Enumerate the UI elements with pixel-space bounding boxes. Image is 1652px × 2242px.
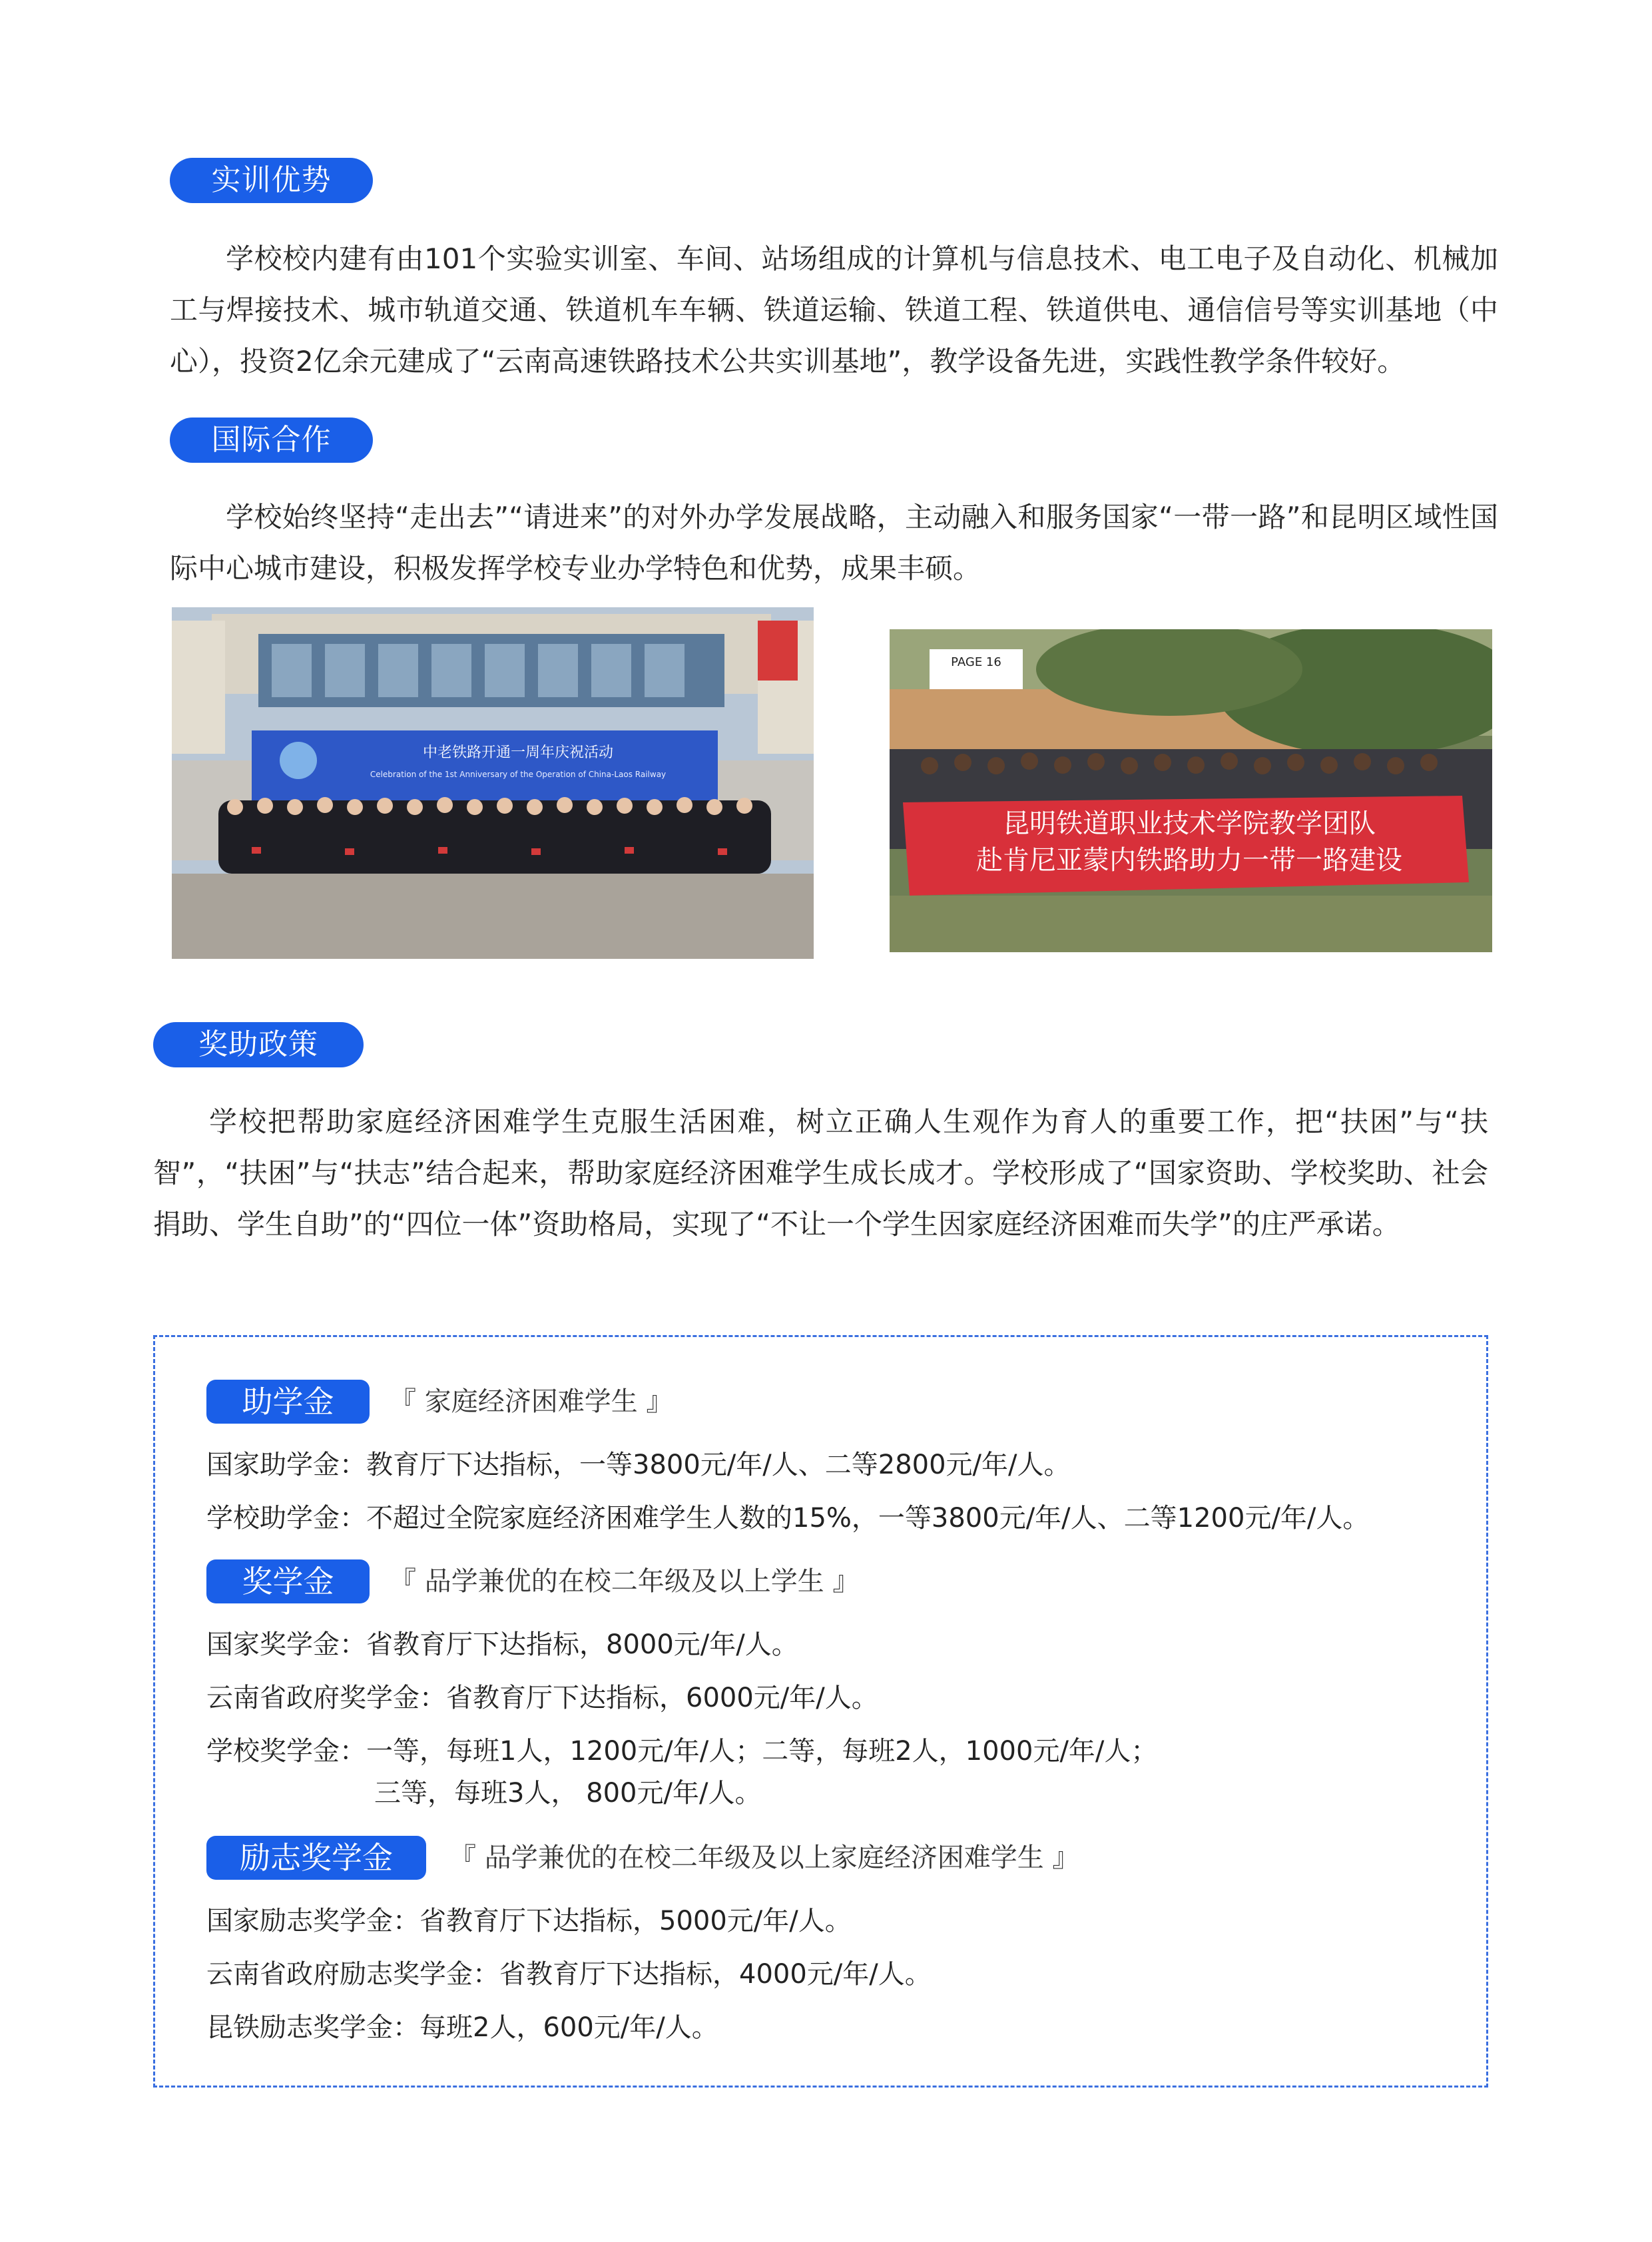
grants-line-1: 国家助学金：教育厅下达指标，一等3800元/年/人、二等2800元/年/人。: [206, 1450, 1071, 1480]
right-photo-banner-line1: 昆明铁道职业技术学院教学团队: [1003, 808, 1376, 839]
grants-line-2: 学校助学金：不超过全院家庭经济困难学生人数的15%，一等3800元/年/人、二等1200元/年/人。: [206, 1503, 1370, 1534]
left-photo-banner-line2: Celebration of the 1st Anniversary of the Operation of China-Laos Railway: [370, 770, 667, 779]
scholarships-target: 『 品学兼优的在校二年级及以上学生 』: [390, 1566, 860, 1597]
scholarships-line-4: 三等，每班3人， 800元/年/人。: [374, 1778, 762, 1809]
tag-scholarships: 奖学金: [206, 1559, 370, 1603]
tag-grants: 助学金: [206, 1380, 370, 1424]
section-title-international: 国际合作: [170, 418, 373, 463]
scholarships-line-3: 学校奖学金：一等，每班1人，1200元/年/人；二等，每班2人，1000元/年/人；: [206, 1736, 1158, 1767]
aid-paragraph: 学校把帮助家庭经济困难学生克服生活困难，树立正确人生观作为育人的重要工作，把“扶困”与“扶智”，“扶困”与“扶志”结合起来，帮助家庭经济困难学生成长成才。学校形成了“国家资助、学校奖助、社会捐助、学生自助”的“四位一体”资助格局，实现了“不让一个学生因家庭经济困难而失学”的庄严承诺。: [153, 1105, 1488, 1241]
international-paragraph: 学校始终坚持“走出去”“请进来”的对外办学发展战略，主动融入和服务国家“一带一路”和昆明区域性国际中心城市建设，积极发挥学校专业办学特色和优势，成果丰硕。: [170, 501, 1498, 585]
tag-inspirational: 励志奖学金: [206, 1836, 426, 1880]
right-photo-banner-line2: 赴肯尼亚蒙内铁路助力一带一路建设: [976, 845, 1402, 876]
section-title-training: 实训优势: [170, 158, 373, 203]
grants-target: 『 家庭经济困难学生 』: [390, 1386, 673, 1417]
scholarships-line-1: 国家奖学金：省教育厅下达指标，8000元/年/人。: [206, 1629, 798, 1660]
inspirational-line-3: 昆铁励志奖学金：每班2人，600元/年/人。: [206, 2012, 718, 2043]
training-paragraph: 学校校内建有由101个实验实训室、车间、站场组成的计算机与信息技术、电工电子及自动化、机械加工与焊接技术、城市轨道交通、铁道机车车辆、铁道运输、铁道工程、铁道供电、通信信号等实训基地（中心），投资2亿余元建成了“云南高速铁路技术公共实训基地”，教学设备先进，实践性教学条件较好。: [170, 242, 1498, 378]
inspirational-line-1: 国家励志奖学金：省教育厅下达指标，5000元/年/人。: [206, 1906, 852, 1936]
photo-kenya-railway-team: [890, 629, 1492, 952]
left-photo-banner-line1: 中老铁路开通一周年庆祝活动: [422, 744, 614, 761]
scholarships-line-2: 云南省政府奖学金：省教育厅下达指标，6000元/年/人。: [206, 1683, 878, 1713]
right-photo-sign: PAGE 16: [951, 655, 1001, 669]
inspirational-line-2: 云南省政府励志奖学金：省教育厅下达指标，4000元/年/人。: [206, 1959, 932, 1990]
photo-china-laos-railway-celebration: [172, 607, 814, 959]
section-title-aid: 奖助政策: [153, 1022, 364, 1067]
inspirational-target: 『 品学兼优的在校二年级及以上家庭经济困难学生 』: [449, 1842, 1079, 1873]
